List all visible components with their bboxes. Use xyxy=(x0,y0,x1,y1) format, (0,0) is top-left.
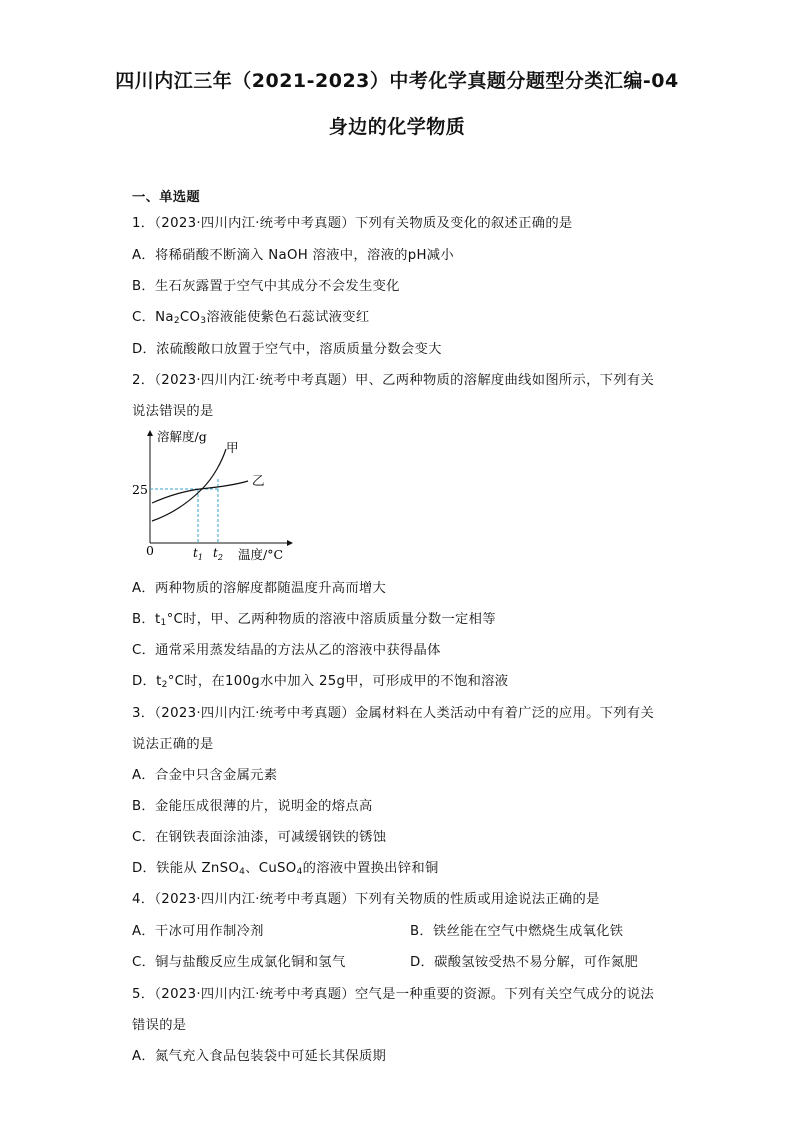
series-label-jia: 甲 xyxy=(226,440,239,455)
q3-stem-line1: 3．（2023·四川内江·统考中考真题）金属材料在人类活动中有着广泛的应用。下列有关 xyxy=(132,706,655,721)
q4-option-c: C．铜与盐酸反应生成氯化铜和氢气 xyxy=(132,955,346,970)
q2-b-post: °C时，甲、乙两种物质的溶液中溶质质量分数一定相等 xyxy=(166,612,496,627)
q3-option-c: C．在钢铁表面涂油漆，可减缓钢铁的锈蚀 xyxy=(132,830,387,845)
q2-option-a: A．两种物质的溶解度都随温度升高而增大 xyxy=(132,581,387,596)
q1-option-c xyxy=(132,306,369,326)
q3-option-b: B．金能压成很薄的片，说明金的熔点高 xyxy=(132,799,373,814)
solubility-chart xyxy=(130,425,300,565)
q5-stem-line2: 错误的是 xyxy=(132,1018,187,1033)
q2-b-sub: 1 xyxy=(160,618,167,628)
x-tick-t1: $t_1$ xyxy=(193,546,203,562)
q3-d-prefix: D．铁能从 ZnSO xyxy=(132,861,240,876)
q2-option-c: C．通常采用蒸发结晶的方法从乙的溶液中获得晶体 xyxy=(132,643,441,658)
origin-label: 0 xyxy=(146,543,154,558)
y-tick-25: 25 xyxy=(132,482,148,497)
q1-option-a: A．将稀硝酸不断滴入 NaOH 溶液中，溶液的pH减小 xyxy=(132,248,454,263)
y-axis-label: 溶解度/g xyxy=(157,429,207,444)
q3-d-sub2: 4 xyxy=(296,867,303,877)
q1-option-d: D．浓硫酸敞口放置于空气中，溶质质量分数会变大 xyxy=(132,342,442,357)
curve-jia xyxy=(152,449,226,521)
q3-option-d xyxy=(132,857,439,877)
x-tick-t2: $t_2$ xyxy=(213,546,223,562)
x-axis-label: 温度/°C xyxy=(238,547,284,562)
q2-d-sub: 2 xyxy=(161,680,168,690)
q4-option-b: B．铁丝能在空气中燃烧生成氧化铁 xyxy=(410,924,624,939)
document-title-line2: 身边的化学物质 xyxy=(328,116,466,138)
q1-c-prefix: C．Na xyxy=(132,310,174,325)
series-label-yi: 乙 xyxy=(252,473,265,488)
q1-c-sub1: 2 xyxy=(173,316,180,326)
q2-stem-line2: 说法错误的是 xyxy=(132,404,214,419)
section-heading: 一、单选题 xyxy=(132,190,200,205)
curve-yi xyxy=(152,481,248,503)
q4-stem: 4．（2023·四川内江·统考中考真题）下列有关物质的性质或用途说法正确的是 xyxy=(132,892,600,907)
q2-option-b xyxy=(132,608,496,628)
q2-d-post: °C时，在100g水中加入 25g甲，可形成甲的不饱和溶液 xyxy=(167,674,509,689)
q1-c-mid: CO xyxy=(179,310,201,325)
q3-d-post: 的溶液中置换出锌和铜 xyxy=(302,861,439,876)
q3-d-sub1: 4 xyxy=(239,867,246,877)
q1-c-sub2: 3 xyxy=(200,316,207,326)
q3-option-a: A．合金中只含金属元素 xyxy=(132,768,278,783)
q4-option-a: A．干冰可用作制冷剂 xyxy=(132,924,264,939)
q2-stem-line1: 2．（2023·四川内江·统考中考真题）甲、乙两种物质的溶解度曲线如图所示，下列有关 xyxy=(132,373,655,388)
q5-stem-line1: 5．（2023·四川内江·统考中考真题）空气是一种重要的资源。下列有关空气成分的说法 xyxy=(132,987,655,1002)
q1-c-post: 溶液能使紫色石蕊试液变红 xyxy=(206,310,370,325)
q2-d-prefix: D．t xyxy=(132,674,162,689)
q3-d-mid: 、CuSO xyxy=(245,861,297,876)
q5-option-a: A．氮气充入食品包装袋中可延长其保质期 xyxy=(132,1049,387,1064)
q2-b-prefix: B．t xyxy=(132,612,161,627)
q1-stem: 1．（2023·四川内江·统考中考真题）下列有关物质及变化的叙述正确的是 xyxy=(132,216,573,231)
q4-option-d: D．碳酸氢铵受热不易分解，可作氮肥 xyxy=(410,955,639,970)
q2-option-d xyxy=(132,670,508,690)
q1-option-b: B．生石灰露置于空气中其成分不会发生变化 xyxy=(132,279,400,294)
q3-stem-line2: 说法正确的是 xyxy=(132,737,214,752)
document-title-line1: 四川内江三年（2021-2023）中考化学真题分题型分类汇编-04 xyxy=(115,70,679,92)
